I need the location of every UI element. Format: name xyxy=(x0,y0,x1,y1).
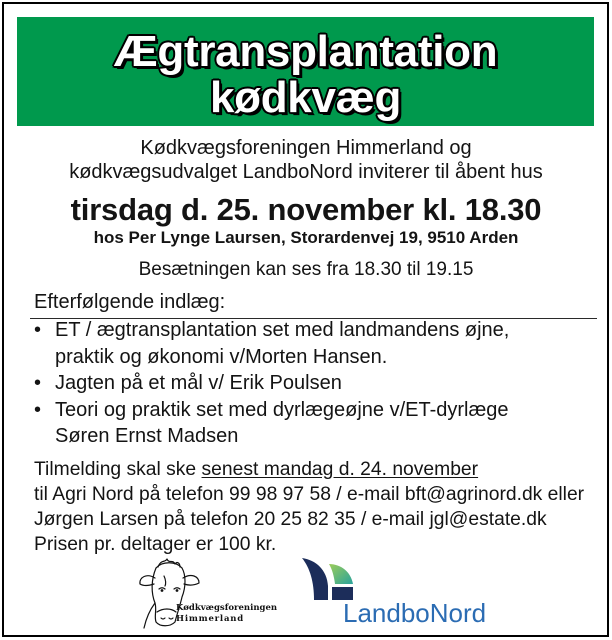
program-item-line: • ET / ægtransplantation set med landmandens øjne, xyxy=(55,319,510,341)
ad-title-line-2: kødkvæg xyxy=(209,73,402,122)
program-item-line: Søren Ernst Madsen xyxy=(55,425,239,447)
event-address: hos Per Lynge Laursen, Storardenvej 19, 9510 Arden xyxy=(93,228,519,247)
registration-info xyxy=(34,457,599,557)
registration-lead: Tilmelding skal ske xyxy=(34,459,197,480)
landbonord-logo-icon xyxy=(298,556,356,602)
ad-title-line-1: Ægtransplantation xyxy=(113,27,498,76)
program-item-line: • Jagten på et mål v/ Erik Poulsen xyxy=(55,372,342,394)
registration-contact-2: Jørgen Larsen på telefon 20 25 82 35 / e-mail jgl@estate.dk xyxy=(34,509,547,530)
cow-logo-text-line-2: Himmerland xyxy=(176,614,244,624)
price-info: Prisen pr. deltager er 100 kr. xyxy=(34,534,277,555)
program-item xyxy=(34,317,594,370)
intro-line-2: kødkvægsudvalget LandboNord inviterer til åbent hus xyxy=(69,161,543,183)
invitation-intro xyxy=(0,136,612,184)
registration-deadline-line xyxy=(34,457,599,482)
intro-line-1: Kødkvægsforeningen Himmerland og xyxy=(140,137,472,159)
event-date: tirsdag d. 25. november kl. 18.30 xyxy=(70,192,542,227)
program-heading: Efterfølgende indlæg: xyxy=(34,291,226,313)
program-item-line: praktik og økonomi v/Morten Hansen. xyxy=(55,345,388,368)
program-item xyxy=(34,397,594,450)
registration-contact-1: til Agri Nord på telefon 99 98 97 58 / e-mail bft@agrinord.dk eller xyxy=(34,484,585,505)
program-list xyxy=(34,317,594,450)
title-banner xyxy=(17,17,594,126)
ad-title xyxy=(17,29,594,121)
cow-logo-text-line-1: Kødkvægsforeningen xyxy=(176,603,278,613)
program-item-line: • Teori og praktik set med dyrlægeøjne v/ET-dyrlæge xyxy=(55,398,509,421)
registration-deadline: senest mandag d. 24. november xyxy=(201,459,479,480)
landbonord-wordmark: LandboNord xyxy=(343,598,487,628)
viewing-time: Besætningen kan ses fra 18.30 til 19.15 xyxy=(138,259,474,280)
program-item xyxy=(34,370,594,397)
